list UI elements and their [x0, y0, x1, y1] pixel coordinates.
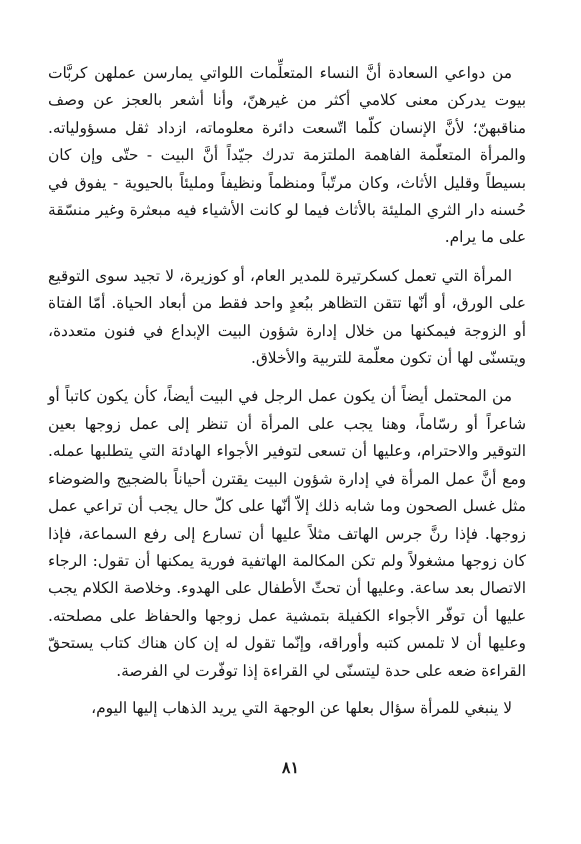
page-number: ٨١: [281, 758, 300, 777]
paragraph-2: المرأة التي تعمل كسكرتيرة للمدير العام، أو كوزيرة، لا تجيد سوى التوقيع على الورق، أو أنّها تتقن التظاهر ببُعدٍ واحد فقط من أبعاد الحياة. أمّا الفتاة أو الزوجة فيمكنها من خلال إدارة شؤون البيت الإبداع في فنون متعددة، ويتسنّى لها أن تكون معلّمة للتربية والأخلاق.: [48, 266, 526, 368]
paragraph-3: من المحتمل أيضاً أن يكون عمل الرجل في البيت أيضاً، كأن يكون كاتباً أو شاعراً أو رسّاماً، وهنا يجب على المرأة أن تنظر إلى عمل زوجها بعين التوقير والاحترام، وعليها أن تسعى لتوفير الأجواء الهادئة التي يتطلبها عمله. ومع أنَّ عمل المرأة في إدارة شؤون البيت يقترن أحياناً بالضجيج والضوضاء مثل غسل الصحون وما شابه ذلك إلاّ أنّها على كلّ حال يجب أن تراعي عمل زوجها. فإذا رنَّ جرس الهاتف مثلاً عليها أن تسارع إلى رفع السماعة، فإذا كان زوجها مشغولاً ولم تكن المكالمة الهاتفية فورية يمكنها أن تقول: الرجاء الاتصال بعد ساعة. وعليها أن تحثّ الأطفال على الهدوء. وخلاصة الكلام يجب عليها أن توفّر الأجواء الكفيلة بتمشية عمل زوجها والحفاظ على مصلحته. وعليها أن لا تلمس كتبه وأوراقه، وإنّما تقول له إن كان هناك كتاب يستحقّ القراءة ضعه على حدة ليتسنّى لي القراءة إذا توفّرت لي الفرصة.: [48, 387, 526, 680]
paragraph-1: من دواعي السعادة أنَّ النساء المتعلِّمات اللواتي يمارسن عملهن كربَّات بيوت يدركن معنى كلامي أكثر من غيرهنّ، وأنا أشعر بالعجز عن وصف مناقبهنّ؛ لأنَّ الإنسان كلّما اتّسعت دائرة معلوماته، ازداد ثقل مسؤولياته. والمرأة المتعلّمة الفاهمة الملتزمة تدرك جيّداً أنَّ البيت - حتّى وإن كان بسيطاً وقليل الأثاث، وكان مرتّباً ومنظماً ونظيفاً ومليئاً بالحيوية - يفوق في حُسنه دار الثري المليئة بالأثاث فيما لو كانت الأشياء فيه مبعثرة وغير منسّقة على ما يرام.: [48, 64, 526, 247]
paragraph-4: لا ينبغي للمرأة سؤال بعلها عن الوجهة التي يريد الذهاب إليها اليوم،: [91, 698, 512, 717]
page-body: [48, 60, 526, 830]
